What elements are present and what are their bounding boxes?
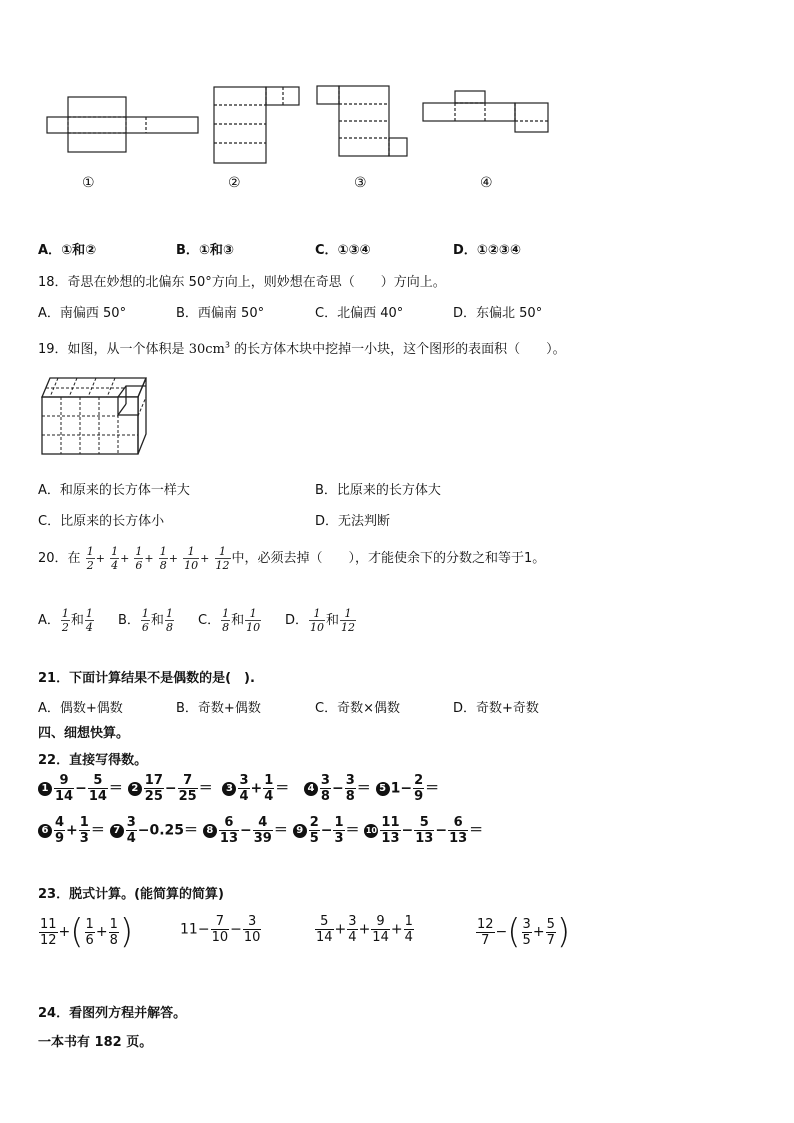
q24-text: 一本书有 182 页。 <box>38 1035 153 1050</box>
q19-option-d[interactable]: D．无法判断 <box>315 514 391 529</box>
q19-stem: 19．如图，从一个体积是 $30cm^3$ 的长方体木块中挖掉一小块，这个图形的表面积（ ）。 <box>38 340 566 357</box>
net-label-2: ② <box>228 175 241 191</box>
net-label-4: ④ <box>480 175 493 191</box>
q19-option-b[interactable]: B．比原来的长方体大 <box>315 483 441 498</box>
net-label-1: ① <box>82 175 95 191</box>
volume-value: 30cm <box>188 342 225 357</box>
q20-option-a[interactable]: A． $\frac{1}{2}$ 和 $\frac{1}{4}$ <box>38 607 93 634</box>
q17-option-a[interactable]: A．①和② <box>38 243 97 258</box>
q23-expression-4: $\frac{12}{7}$ −( $\frac{3}{5}$ + $\frac{5}{7}$ ) <box>477 912 571 952</box>
q17-option-b[interactable]: B．①和③ <box>176 243 234 258</box>
q23-expression-1: $\frac{11}{12}$ +( $\frac{1}{6}$ + $\frac{1}{8}$ ) <box>40 912 134 952</box>
q21-option-b[interactable]: B．奇数+偶数 <box>176 701 261 716</box>
q19-option-a[interactable]: A．和原来的长方体一样大 <box>38 483 190 498</box>
marker-6: 6 <box>38 824 52 838</box>
marker-3: 3 <box>222 782 236 796</box>
q23-expression-3: $\frac{5}{14}$ + $\frac{3}{4}$ + $\frac{9}{14}$ + $\frac{1}{4}$ <box>316 914 413 945</box>
marker-9: 9 <box>293 824 307 838</box>
marker-4: 4 <box>304 782 318 796</box>
q21-option-a[interactable]: A．偶数+偶数 <box>38 701 123 716</box>
q22-row-1: 1 $\frac{9}{14}$ − $\frac{5}{14}$ ＝ 2 $\frac{17}{25}$ − $\frac{7}{25}$ ＝ 3 $\frac{3}{4}$ + $\frac{1}{4}$ ＝ 4 $\frac{3}{8}$ − $\frac{3}{8}$ ＝ 5 1− $\frac{2}{9}$ ＝ <box>38 774 439 803</box>
q17-option-c[interactable]: C．①③④ <box>315 243 371 258</box>
q23-stem: 23．脱式计算。(能简算的简算) <box>38 887 224 902</box>
q21-stem: 21．下面计算结果不是偶数的是( ). <box>38 671 255 686</box>
q22-row-2: 6 $\frac{4}{9}$ + $\frac{1}{3}$ ＝ 7 $\frac{3}{4}$ −0.25＝ 8 $\frac{6}{13}$ − $\frac{4}{39}$ ＝ 9 $\frac{2}{5}$ − $\frac{1}{3}$ ＝ 10 $\frac{11}{13}$ − $\frac{5}{13}$ − $\frac{6}{13}$ ＝ <box>38 816 483 845</box>
q24-stem: 24．看图列方程并解答。 <box>38 1006 187 1021</box>
q19-option-c[interactable]: C．比原来的长方体小 <box>38 514 165 529</box>
q20-stem: 20．在 $\frac{1}{2}$ + $\frac{1}{4}$ + $\frac{1}{6}$ + $\frac{1}{8}$ + $\frac{1}{10}$ + $\frac{1}{12}$ 中，必须去掉（ ），才能使余下的分数之和等于1。 <box>38 545 546 572</box>
q18-option-d[interactable]: D．东偏北 50° <box>453 306 543 321</box>
q18-stem: 18．奇思在妙想的北偏东 50°方向上，则妙想在奇思（ ）方向上。 <box>38 275 446 290</box>
marker-8: 8 <box>203 824 217 838</box>
q21-option-c[interactable]: C．奇数×偶数 <box>315 701 400 716</box>
q22-stem: 22．直接写得数。 <box>38 753 148 768</box>
q23-expression-2: 11− $\frac{7}{10}$ − $\frac{3}{10}$ <box>180 914 261 945</box>
cube-nets-figure <box>0 0 794 200</box>
q20-option-c[interactable]: C． $\frac{1}{8}$ 和 $\frac{1}{10}$ <box>198 607 261 634</box>
marker-7: 7 <box>110 824 124 838</box>
marker-5: 5 <box>376 782 390 796</box>
q18-option-b[interactable]: B．西偏南 50° <box>176 306 265 321</box>
q18-option-c[interactable]: C．北偏西 40° <box>315 306 404 321</box>
q18-option-a[interactable]: A．南偏西 50° <box>38 306 127 321</box>
q20-option-b[interactable]: B． $\frac{1}{6}$ 和 $\frac{1}{8}$ <box>118 607 173 634</box>
marker-1: 1 <box>38 782 52 796</box>
q21-option-d[interactable]: D．奇数+奇数 <box>453 701 539 716</box>
q20-option-d[interactable]: D． $\frac{1}{10}$ 和 $\frac{1}{12}$ <box>285 607 356 634</box>
q17-option-d[interactable]: D．①②③④ <box>453 243 521 258</box>
marker-10: 10 <box>364 824 378 838</box>
marker-2: 2 <box>128 782 142 796</box>
section-heading-4: 四、细想快算。 <box>38 726 130 741</box>
net-label-3: ③ <box>354 175 367 191</box>
